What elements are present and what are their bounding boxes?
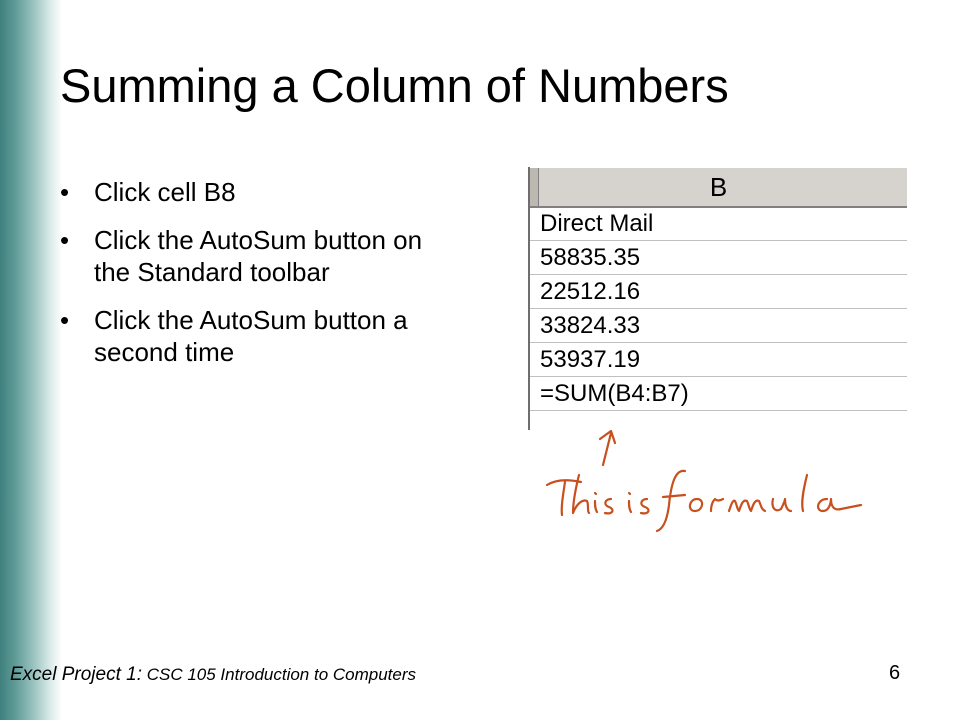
handwritten-annotation xyxy=(545,425,875,535)
side-gradient-band xyxy=(0,0,62,720)
footer-project-title: Excel Project 1: xyxy=(10,664,142,685)
bullet-text: Click the AutoSum button on the Standard toolbar xyxy=(94,225,423,287)
bullet-text: Click the AutoSum button a second time xyxy=(94,305,408,367)
bullet-item xyxy=(60,224,460,288)
cell-b5[interactable]: 22512.16 xyxy=(530,275,907,309)
bullet-item xyxy=(60,304,460,368)
bullet-dot-icon: • xyxy=(60,305,70,335)
column-divider xyxy=(530,168,539,206)
slide-footer xyxy=(10,664,416,686)
cell-b6[interactable]: 33824.33 xyxy=(530,309,907,343)
bullet-text: Click cell B8 xyxy=(94,177,236,207)
bullet-item xyxy=(60,176,460,208)
spreadsheet-excerpt xyxy=(528,167,907,430)
cell-b7[interactable]: 53937.19 xyxy=(530,343,907,377)
arrow-head-icon xyxy=(600,431,615,443)
cell-b8[interactable]: =SUM(B4:B7) xyxy=(530,377,907,411)
slide-page-number: 6 xyxy=(889,662,901,684)
slide-title: Summing a Column of Numbers xyxy=(60,59,729,112)
bullet-list xyxy=(60,176,460,384)
handwriting-strokes xyxy=(547,431,861,531)
footer-course-name: CSC 105 Introduction to Computers xyxy=(142,665,417,684)
column-header-label: B xyxy=(709,172,728,202)
cell-b4[interactable]: 58835.35 xyxy=(530,241,907,275)
column-header-b[interactable] xyxy=(530,167,907,208)
cell-b3[interactable]: Direct Mail xyxy=(530,207,907,241)
arrow-shaft-icon xyxy=(603,433,611,465)
bullet-dot-icon: • xyxy=(60,177,70,207)
bullet-dot-icon: • xyxy=(60,225,70,255)
